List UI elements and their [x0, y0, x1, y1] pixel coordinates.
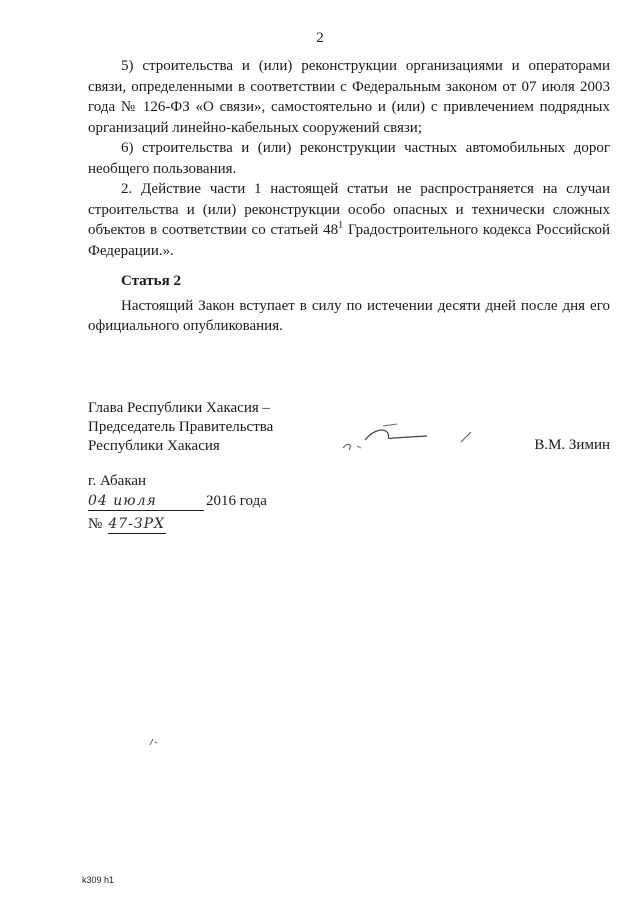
- date-blank: [88, 493, 204, 511]
- law-number-line: [88, 516, 166, 534]
- handwritten-signature: [335, 418, 485, 458]
- superscript-1: 1: [338, 220, 344, 231]
- page-number: 2: [316, 30, 324, 46]
- signatory-title: [88, 399, 273, 456]
- footer-code: k309 h1: [82, 875, 115, 885]
- paragraph-item-5: 5) строительства и (или) реконструкции организациями и операторами связи, определенными в соответствии с Федеральным законом от 07 июля 2003 года № 126-ФЗ «О связи», самостоятельно и (или) с привлечением подрядных организаций линейно-кабельных сооружений связи;: [88, 58, 610, 136]
- date-year: 2016 года: [206, 493, 267, 509]
- paragraph-part-2-text-end: Градостроительного кодекса Российской Федерации.».: [88, 222, 610, 259]
- paragraph-part-2: [88, 179, 610, 261]
- document-body: [88, 56, 610, 337]
- paragraph-part-2-text: 2. Действие части 1 настоящей статьи не распространяется на случаи строительства и (или) реконструкции особо опасных и технически сложных объектов в соответствии со статьей 48: [88, 181, 610, 238]
- paragraph-entry-into-force: Настоящий Закон вступает в силу по истечении десяти дней после дня его официального опубликования.: [88, 297, 610, 334]
- number-sign: №: [88, 516, 103, 532]
- date-line: [88, 493, 267, 511]
- signatory-title-line-1: Глава Республики Хакасия –: [88, 400, 271, 416]
- handwritten-number: 47-ЗРХ: [108, 516, 165, 532]
- handwritten-date: 04 июля: [88, 493, 157, 509]
- number-blank: [108, 516, 166, 534]
- signatory-title-line-3: Республики Хакасия: [88, 438, 220, 454]
- paragraph-item-6: 6) строительства и (или) реконструкции частных автомобильных дорог необщего пользования.: [88, 140, 610, 177]
- scan-speck: [148, 737, 162, 747]
- signatory-title-line-2: Председатель Правительства: [88, 419, 274, 435]
- signatory-name: В.М. Зимин: [534, 437, 610, 453]
- place-of-signing: г. Абакан: [88, 473, 147, 489]
- article-heading: Статья 2: [121, 273, 181, 289]
